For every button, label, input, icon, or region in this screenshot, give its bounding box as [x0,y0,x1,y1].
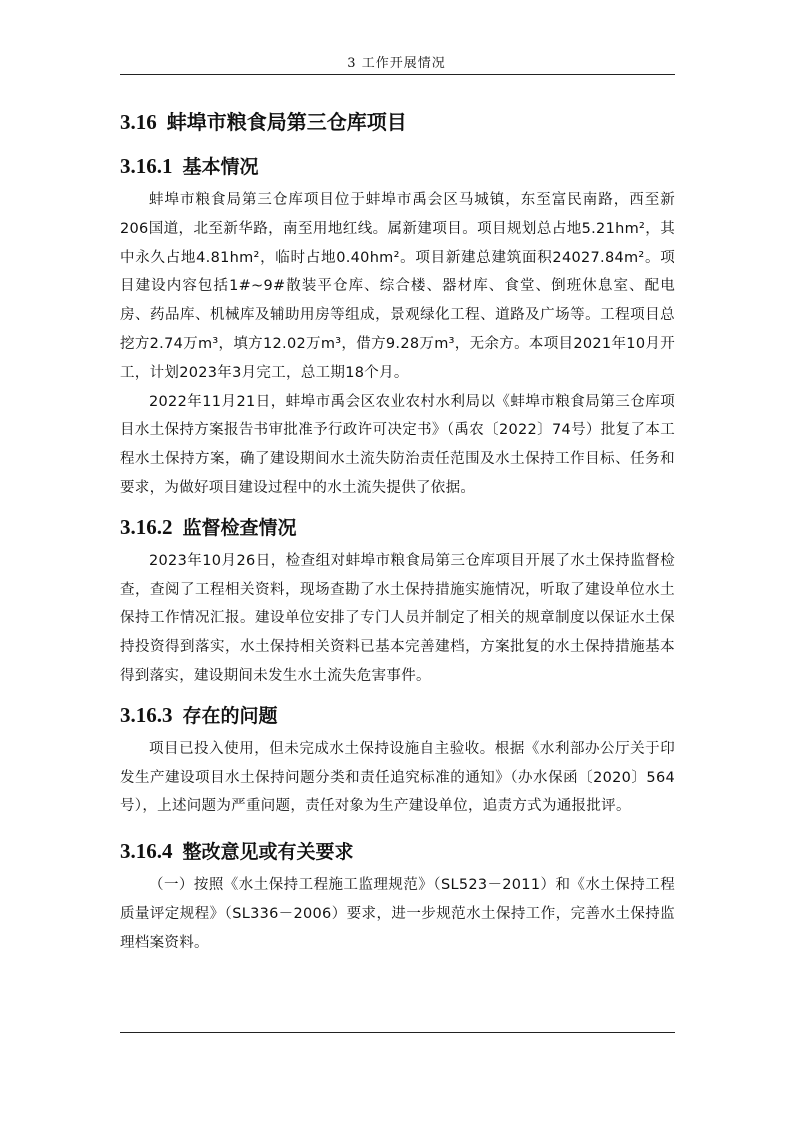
subsection-heading-inspection [120,507,675,547]
paragraph: （一）按照《水土保持工程施工监理规范》（SL523－2011）和《水土保持工程质量评定规程》（SL336－2006）要求，进一步规范水土保持工作，完善水土保持监理档案资料。 [120,877,675,951]
paragraph: 项目已投入使用，但未完成水土保持设施自主验收。根据《水利部办公厅关于印发生产建设项目水土保持问题分类和责任追究标准的通知》（办水保函〔2020〕564号），上述问题为严重问题，责任对象为生产建设单位，追责方式为通报批评。 [120,740,675,815]
footer-rule [120,1032,675,1033]
section-title: 蚌埠市粮食局第三仓库项目 [166,110,407,134]
paragraph: 蚌埠市粮食局第三仓库项目位于蚌埠市禹会区马城镇，东至富民南路，西至新206国道，北至新华路，南至用地红线。属新建项目。项目规划总占地5.21hm²，其中永久占地4.81hm²，临时占地0.40hm²。项目新建总建筑面积24027.84m²。项目建设内容包括1#~9#散装平仓库、综合楼、器材库、食堂、倒班休息室、配电房、药品库、机械库及辅助用房等组成，景观绿化工程、道路及广场等。工程项目总挖方2.74万m³，填方12.02万m³，借方9.28万m³，无余方。本项目2021年10月开工，计划2023年3月完工，总工期18个月。 [120,192,675,381]
subsection-heading-rectification [120,831,675,871]
section-number: 3.16 [120,110,157,134]
subsection-number: 3.16.3 [120,702,173,727]
paragraph: 2023年10月26日，检查组对蚌埠市粮食局第三仓库项目开展了水土保持监督检查，查阅了工程相关资料，现场查勘了水土保持措施实施情况，听取了建设单位水土保持工作情况汇报。建设单位安排了专门人员并制定了相关的规章制度以保证水土保持投资得到落实，水土保持相关资料已基本完善建档，方案批复的水土保持措施基本得到落实，建设期间未发生水土流失危害事件。 [120,552,675,684]
subsection-title: 基本情况 [182,156,259,178]
subsection-title: 监督检查情况 [182,516,297,539]
subsection-heading-basic [120,146,675,186]
subsection-heading-problems [120,695,675,735]
running-header: 3 工作开展情况 [347,56,446,71]
subsection-number: 3.16.2 [120,514,173,539]
paragraph: 2022年11月21日，蚌埠市禹会区农业农村水利局以《蚌埠市粮食局第三仓库项目水土保持方案报告书审批准予行政许可决定书》（禹农〔2022〕74号）批复了本工程水土保持方案，确了建设期间水土流失防治责任范围及水土保持工作目标、任务和要求，为做好项目建设过程中的水土流失提供了依据。 [120,393,675,496]
page-content [120,96,675,958]
subsection-title: 存在的问题 [182,704,278,727]
subsection-number: 3.16.4 [120,839,173,864]
subsection-number: 3.16.1 [120,154,173,178]
section-heading [120,102,675,142]
header-rule [120,74,675,75]
subsection-title: 整改意见或有关要求 [182,841,354,864]
